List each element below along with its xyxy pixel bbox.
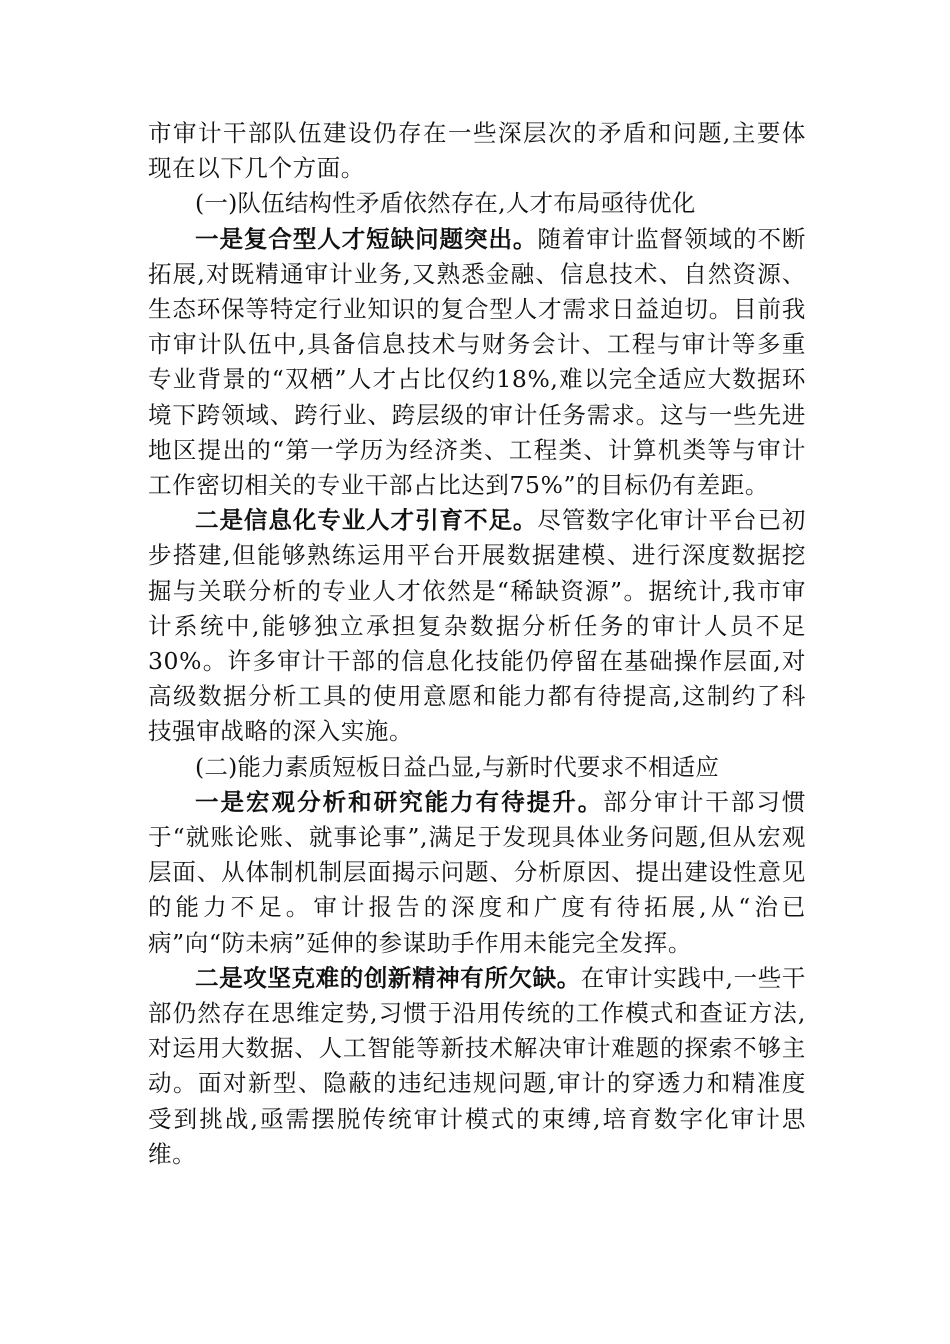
paragraph-1-lead: 一是复合型人才短缺问题突出。 <box>195 224 538 253</box>
paragraph-2-lead: 二是信息化专业人才引育不足。 <box>195 506 538 535</box>
section-heading-2: (二)能力素质短板日益凸显,与新时代要求不相适应 <box>195 752 720 781</box>
paragraph-2 <box>148 503 806 749</box>
paragraph-3 <box>148 785 806 961</box>
document-body <box>148 116 806 1172</box>
paragraph-1-body: 随着审计监督领域的不断拓展,对既精通审计业务,又熟悉金融、信息技术、自然资源、生态环保等特定行业知识的复合型人才需求日益迫切。目前我市审计队伍中,具备信息技术与财务会计、工程与审计等多重专业背景的“双栖”人才占比仅约18%,难以完全适应大数据环境下跨领域、跨行业、跨层级的审计任务需求。这与一些先进地区提出的“第一学历为经济类、工程类、计算机类等与审计工作密切相关的专业干部占比达到75%”的目标仍有差距。 <box>148 224 806 500</box>
paragraph-intro: 市审计干部队伍建设仍存在一些深层次的矛盾和问题,主要体现在以下几个方面。 <box>148 119 806 183</box>
paragraph-4-body: 在审计实践中,一些干部仍然存在思维定势,习惯于沿用传统的工作模式和查证方法,对运用大数据、人工智能等新技术解决审计难题的探索不够主动。面对新型、隐蔽的违纪违规问题,审计的穿透力和精准度受到挑战,亟需摆脱传统审计模式的束缚,培育数字化审计思维。 <box>148 963 806 1168</box>
paragraph-3-lead: 一是宏观分析和研究能力有待提升。 <box>195 787 604 816</box>
paragraph-2-body: 尽管数字化审计平台已初步搭建,但能够熟练运用平台开展数据建模、进行深度数据挖掘与关联分析的专业人才依然是“稀缺资源”。据统计,我市审计系统中,能够独立承担复杂数据分析任务的审计人员不足30%。许多审计干部的信息化技能仍停留在基础操作层面,对高级数据分析工具的使用意愿和能力都有待提高,这制约了科技强审战略的深入实施。 <box>148 506 806 746</box>
paragraph-1 <box>148 222 806 504</box>
paragraph-4-lead: 二是攻坚克难的创新精神有所欠缺。 <box>195 963 581 992</box>
paragraph-4 <box>148 961 806 1172</box>
paragraph-3-body: 部分审计干部习惯于“就账论账、就事论事”,满足于发现具体业务问题,但从宏观层面、从体制机制层面揭示问题、分析原因、提出建设性意见的能力不足。审计报告的深度和广度有待拓展,从“治已病”向“防未病”延伸的参谋助手作用未能完全发挥。 <box>148 787 806 957</box>
section-heading-1: (一)队伍结构性矛盾依然存在,人才布局亟待优化 <box>195 189 696 218</box>
